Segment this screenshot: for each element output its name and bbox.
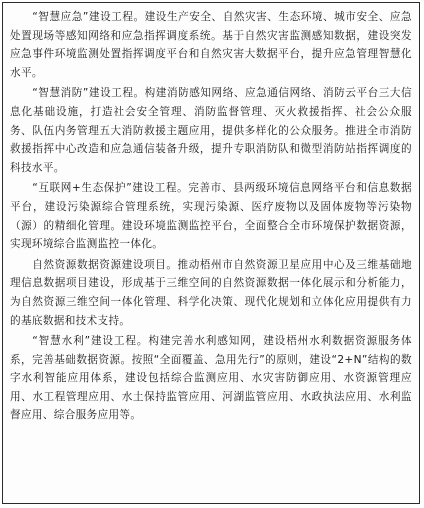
paragraph-smart-fire-protection: “智慧消防”建设工程。构建消防感知网络、应急通信网络、消防云平台三大信息化基础设施，打造社会安全管理、消防监督管理、灭火救援指挥、社会公众服务、队伍内务管理五大消防救援主题应用，提供多样化的公众服务。推进全市消防救援指挥中心改造和应急通信装备升级，提升专职消防队和微型消防站指挥调度的科技水平。 (10, 87, 412, 174)
paragraph-natural-resources-data: 自然资源数据资源建设项目。推动梧州市自然资源卫星应用中心及三维基础地理信息数据项目建设，形成基于三维空间的自然资源数据一体化展示和分析能力，为自然资源三维空间一体化管理、科学化决策、现代化规划和立体化应用提供有力的基底数据和技术支持。 (10, 258, 412, 327)
paragraph-smart-emergency: “智慧应急”建设工程。建设生产安全、自然灾害、生态环境、城市安全、应急处置现场等感知网络和应急指挥调度系统。基于自然灾害监测感知数据，建设突发应急事件环境监测处置指挥调度平台和自然灾害大数据平台，提升应急管理智慧化水平。 (10, 11, 412, 79)
document-frame (2, 2, 420, 504)
paragraph-internet-eco-protection: “互联网+生态保护”建设工程。完善市、县两级环境信息网络平台和信息数据平台，建设污染源综合管理系统，实现污染源、医疗废物以及固体废物等污染物（源）的精细化管理。建设环境监测监控平台，全面整合全市环境保护数据资源，实现环境综合监测监控一体化。 (10, 182, 412, 251)
paragraph-smart-water-conservancy: “智慧水利”建设工程。构建完善水利感知网，建设梧州水利数据资源服务体系，完善基础数据资源。按照“全面覆盖、急用先行”的原则，建设“2+N”结构的数字水利智能应用体系，建设包括综合监测应用、水灾害防御应用、水资源管理应用、水工程管理应用、水土保持监管应用、河湖监管应用、水政执法应用、水利监督应用、综合服务应用等。 (10, 335, 412, 422)
